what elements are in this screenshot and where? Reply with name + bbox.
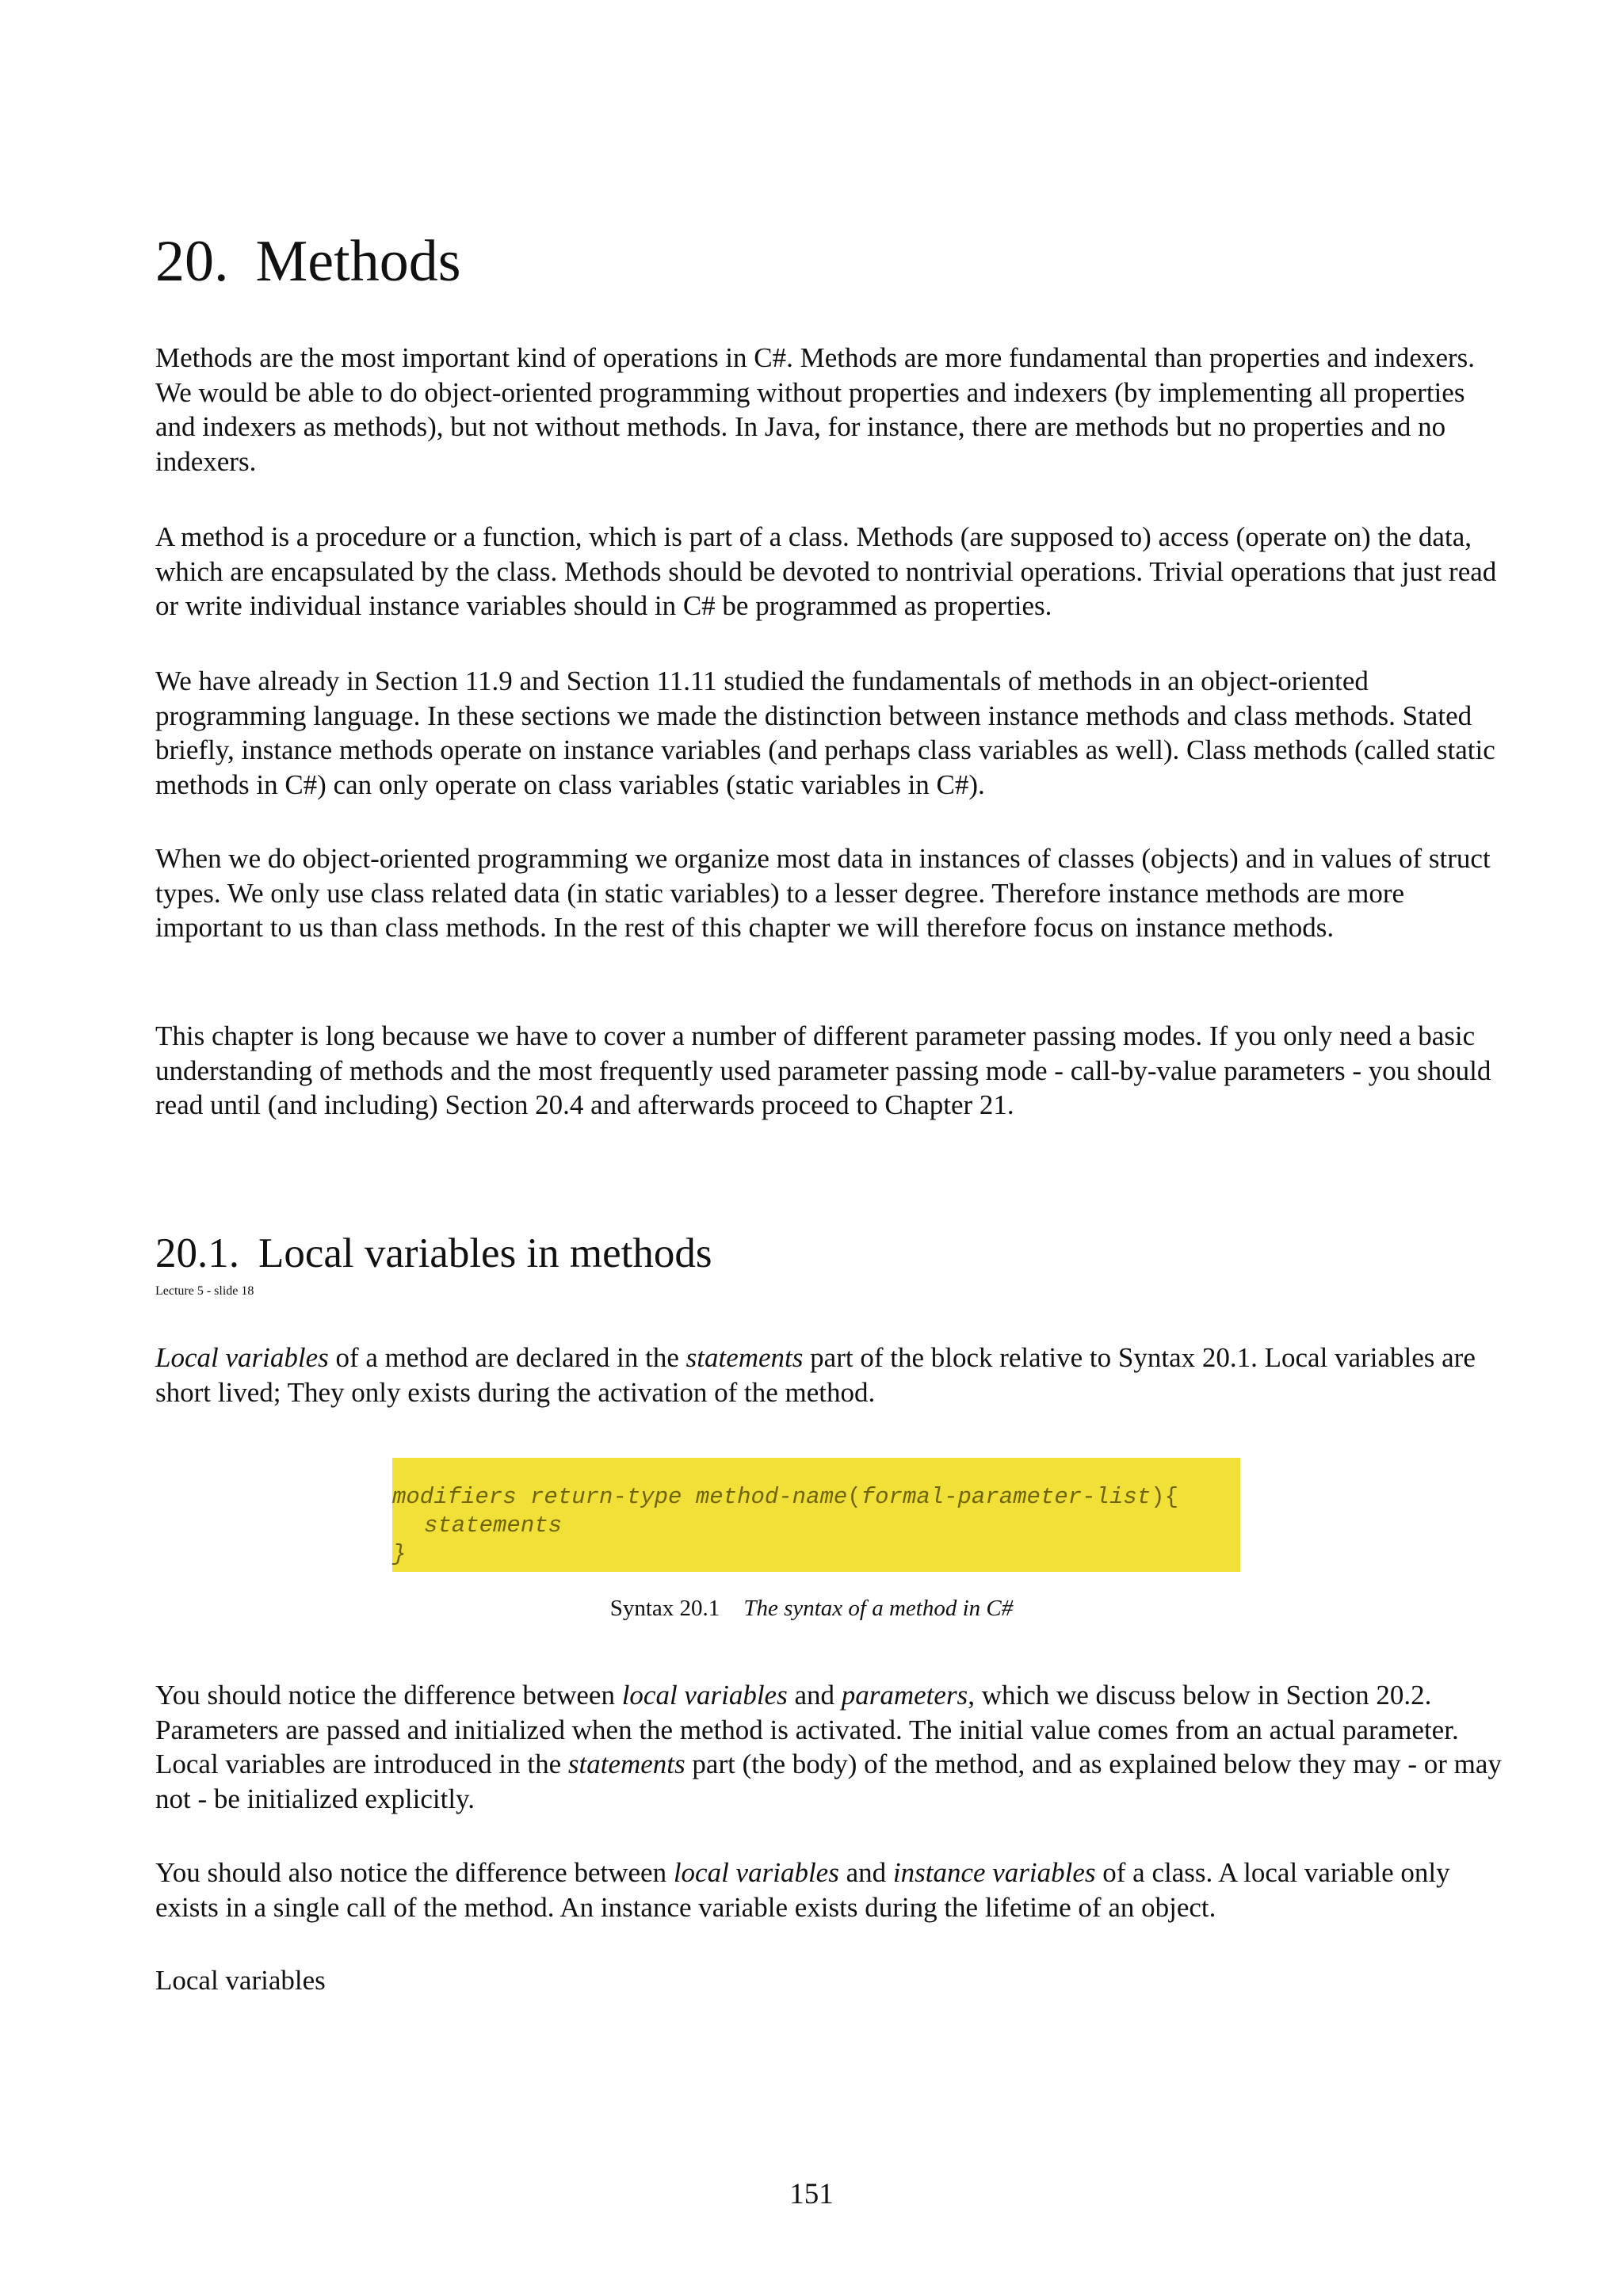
- syntax-caption: [0, 1594, 1623, 1623]
- syntax-method-signature: modifiers return-type method-name: [392, 1484, 848, 1510]
- chapter-title-text: Methods: [255, 229, 461, 294]
- paragraph-object-oriented-data: When we do object-oriented programming we organize most data in instances of classes (objects) and in values of struct types. We only use class related data (in static variables) to a lesser degree. Therefore instance methods are more important to us than class methods. In the rest of this chapter we will therefore focus on instance methods.: [155, 843, 1491, 943]
- chapter-title: [155, 230, 461, 294]
- text-run: part (the body) of the method, and as explained below they may - or may not - be initialized explicitly.: [155, 1749, 1502, 1814]
- text-run: and: [787, 1680, 842, 1711]
- section-title: [155, 1230, 712, 1276]
- term-instance-variables: instance variables: [892, 1857, 1096, 1888]
- term-statements: statements: [567, 1749, 685, 1779]
- page-number: 151: [789, 2178, 834, 2210]
- chapter-number: 20.: [155, 229, 229, 294]
- caption-text: The syntax of a method in C#: [743, 1596, 1014, 1621]
- paragraph-method-definition: A method is a procedure or a function, which is part of a class. Methods (are supposed to) access (operate on) the data, which are encapsulated by the class. Methods should be devoted to nontrivial operations. Trivial operations that just read or write individual instance variables should in C# be programmed as properties.: [155, 521, 1497, 621]
- text-run: and: [838, 1857, 893, 1888]
- paragraph-local-variables: [155, 1341, 1503, 1409]
- syntax-line-closing-brace: }: [392, 1541, 407, 1567]
- text-run: of a class. A local variable only exists in a single call of the method. An instance variable exists during the lifetime of an object.: [155, 1857, 1450, 1923]
- term-statements: statements: [685, 1342, 804, 1373]
- paragraph-chapter-guide: This chapter is long because we have to cover a number of different parameter passing modes. If you only need a basic understanding of methods and the most frequently used parameter passing mode - call-by-value parameters - you should read until (and including) Section 20.4 and afterwards proceed to Chapter 21.: [155, 1020, 1491, 1120]
- term-local-variables: Local variables: [155, 1342, 329, 1373]
- section-number: 20.1.: [155, 1230, 239, 1276]
- syntax-open-paren: (: [847, 1484, 861, 1510]
- term-local-variables: local variables: [621, 1680, 788, 1711]
- paragraph-local-variables-heading: Local variables: [155, 1965, 326, 1996]
- caption-label: Syntax 20.1: [609, 1596, 720, 1621]
- syntax-formal-parameter-list: formal-parameter-list: [861, 1484, 1151, 1510]
- text-run: of a method are declared in the: [328, 1342, 686, 1373]
- syntax-code-box: [392, 1458, 1240, 1572]
- paragraph-local-vs-parameters: [155, 1678, 1503, 1816]
- text-run: , which we discuss below in Section 20.2. Parameters are passed and initialized when the method is activated. The initial value comes from an actual parameter. Local variables are introduced in the: [155, 1680, 1459, 1779]
- syntax-line-signature: [392, 1483, 1240, 1512]
- text-run: You should also notice the difference between: [155, 1857, 674, 1888]
- paragraph-instance-vs-class-methods: We have already in Section 11.9 and Section 11.11 studied the fundamentals of methods in an object-oriented programming language. In these sections we made the distinction between instance methods and class methods. Stated briefly, instance methods operate on instance variables (and perhaps class variables as well). Class methods (called static methods in C#) can only operate on class variables (static variables in C#).: [155, 666, 1495, 800]
- syntax-line-statements: statements: [424, 1512, 563, 1539]
- paragraph-intro: Methods are the most important kind of operations in C#. Methods are more fundamental than properties and indexers. We would be able to do object-oriented programming without properties and indexers (by implementing all properties and indexers as methods), but not without methods. In Java, for instance, there are methods but no properties and no indexers.: [155, 342, 1476, 477]
- term-local-variables: local variables: [673, 1857, 839, 1888]
- syntax-close-paren-brace: ){: [1151, 1484, 1178, 1510]
- text-run: part of the block relative to Syntax 20.1. Local variables are short lived; They only exists during the activation of the method.: [155, 1342, 1476, 1408]
- paragraph-local-vs-instance: [155, 1855, 1503, 1924]
- lecture-reference: Lecture 5 - slide 18: [155, 1284, 254, 1298]
- term-parameters: parameters: [841, 1680, 968, 1711]
- section-title-text: Local variables in methods: [258, 1230, 712, 1276]
- text-run: You should notice the difference between: [155, 1680, 622, 1711]
